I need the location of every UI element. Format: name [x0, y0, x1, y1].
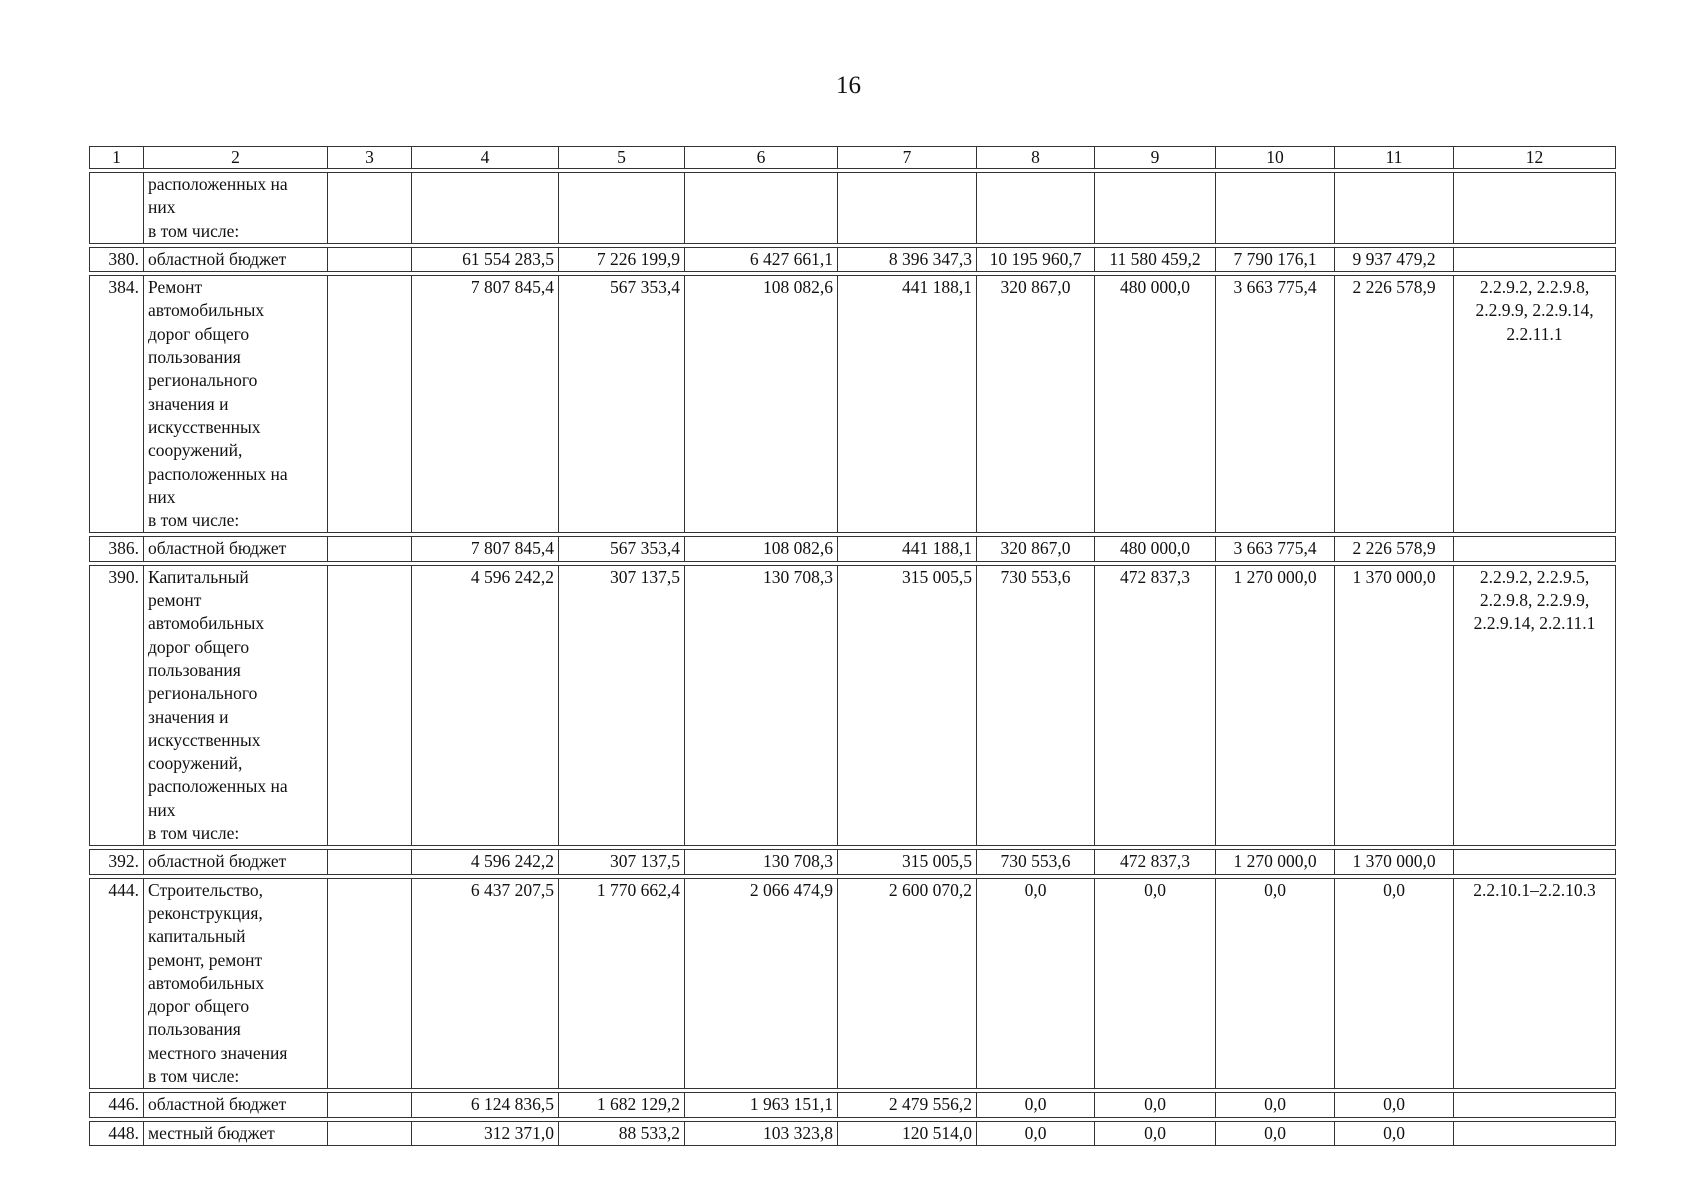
value-cell: 312 371,0 — [412, 1121, 559, 1146]
value-cell — [977, 172, 1095, 244]
reference-cell — [1454, 536, 1616, 561]
column-number-12: 12 — [1454, 146, 1616, 169]
value-cell: 0,0 — [1216, 878, 1335, 1090]
value-cell: 2 226 578,9 — [1335, 536, 1454, 561]
value-cell: 11 580 459,2 — [1095, 247, 1216, 272]
row-name: местный бюджет — [144, 1121, 328, 1146]
value-cell: 1 270 000,0 — [1216, 565, 1335, 847]
value-cell: 307 137,5 — [559, 849, 685, 874]
column-number-8: 8 — [977, 146, 1095, 169]
cell-col3 — [328, 849, 412, 874]
value-cell: 6 437 207,5 — [412, 878, 559, 1090]
value-cell — [1335, 172, 1454, 244]
value-cell: 0,0 — [1095, 1092, 1216, 1117]
value-cell: 8 396 347,3 — [838, 247, 977, 272]
column-number-1: 1 — [89, 146, 144, 169]
value-cell: 1 370 000,0 — [1335, 565, 1454, 847]
value-cell: 120 514,0 — [838, 1121, 977, 1146]
cell-col3 — [328, 1121, 412, 1146]
value-cell: 2 600 070,2 — [838, 878, 977, 1090]
value-cell: 3 663 775,4 — [1216, 536, 1335, 561]
value-cell: 9 937 479,2 — [1335, 247, 1454, 272]
value-cell: 315 005,5 — [838, 849, 977, 874]
column-number-6: 6 — [685, 146, 838, 169]
value-cell — [838, 172, 977, 244]
value-cell: 472 837,3 — [1095, 849, 1216, 874]
cell-col3 — [328, 878, 412, 1090]
value-cell: 0,0 — [1095, 878, 1216, 1090]
value-cell: 2 479 556,2 — [838, 1092, 977, 1117]
value-cell: 480 000,0 — [1095, 536, 1216, 561]
value-cell — [685, 172, 838, 244]
value-cell: 0,0 — [977, 1121, 1095, 1146]
value-cell: 130 708,3 — [685, 849, 838, 874]
row-number: 446. — [89, 1092, 144, 1117]
value-cell: 0,0 — [1335, 1121, 1454, 1146]
value-cell: 108 082,6 — [685, 275, 838, 533]
value-cell: 320 867,0 — [977, 536, 1095, 561]
cell-col3 — [328, 247, 412, 272]
table-row — [89, 565, 1616, 847]
value-cell: 108 082,6 — [685, 536, 838, 561]
cell-col3 — [328, 536, 412, 561]
row-number: 384. — [89, 275, 144, 533]
table-body — [89, 146, 1616, 1146]
column-number-10: 10 — [1216, 146, 1335, 169]
value-cell: 4 596 242,2 — [412, 849, 559, 874]
value-cell: 88 533,2 — [559, 1121, 685, 1146]
value-cell: 0,0 — [977, 878, 1095, 1090]
value-cell: 1 370 000,0 — [1335, 849, 1454, 874]
value-cell: 1 770 662,4 — [559, 878, 685, 1090]
reference-cell: 2.2.9.2, 2.2.9.8, 2.2.9.9, 2.2.9.14, 2.2.11.1 — [1454, 275, 1616, 533]
column-number-9: 9 — [1095, 146, 1216, 169]
reference-cell — [1454, 172, 1616, 244]
table-row — [89, 1121, 1616, 1146]
table-row — [89, 172, 1616, 244]
table-row — [89, 878, 1616, 1090]
value-cell — [1216, 172, 1335, 244]
row-name: областной бюджет — [144, 247, 328, 272]
reference-cell: 2.2.10.1–2.2.10.3 — [1454, 878, 1616, 1090]
value-cell: 6 124 836,5 — [412, 1092, 559, 1117]
value-cell: 2 226 578,9 — [1335, 275, 1454, 533]
value-cell: 3 663 775,4 — [1216, 275, 1335, 533]
value-cell: 0,0 — [1216, 1121, 1335, 1146]
value-cell: 1 963 151,1 — [685, 1092, 838, 1117]
reference-cell — [1454, 1092, 1616, 1117]
value-cell — [412, 172, 559, 244]
value-cell: 441 188,1 — [838, 536, 977, 561]
value-cell: 2 066 474,9 — [685, 878, 838, 1090]
row-number: 444. — [89, 878, 144, 1090]
column-number-row — [89, 146, 1616, 169]
value-cell: 7 807 845,4 — [412, 536, 559, 561]
value-cell: 0,0 — [1216, 1092, 1335, 1117]
value-cell: 730 553,6 — [977, 565, 1095, 847]
table-row — [89, 247, 1616, 272]
column-number-7: 7 — [838, 146, 977, 169]
value-cell: 61 554 283,5 — [412, 247, 559, 272]
row-name: областной бюджет — [144, 1092, 328, 1117]
column-number-3: 3 — [328, 146, 412, 169]
table-row — [89, 1092, 1616, 1117]
cell-col3 — [328, 1092, 412, 1117]
row-number: 380. — [89, 247, 144, 272]
row-number — [89, 172, 144, 244]
value-cell: 7 790 176,1 — [1216, 247, 1335, 272]
value-cell: 0,0 — [1335, 1092, 1454, 1117]
row-name: расположенных на них в том числе: — [144, 172, 328, 244]
row-name: областной бюджет — [144, 849, 328, 874]
value-cell: 6 427 661,1 — [685, 247, 838, 272]
cell-col3 — [328, 172, 412, 244]
value-cell: 7 226 199,9 — [559, 247, 685, 272]
value-cell: 1 682 129,2 — [559, 1092, 685, 1117]
value-cell: 7 807 845,4 — [412, 275, 559, 533]
row-number: 386. — [89, 536, 144, 561]
value-cell: 0,0 — [1335, 878, 1454, 1090]
cell-col3 — [328, 565, 412, 847]
value-cell: 480 000,0 — [1095, 275, 1216, 533]
value-cell: 10 195 960,7 — [977, 247, 1095, 272]
reference-cell — [1454, 849, 1616, 874]
value-cell: 320 867,0 — [977, 275, 1095, 533]
value-cell: 315 005,5 — [838, 565, 977, 847]
value-cell: 4 596 242,2 — [412, 565, 559, 847]
row-name: областной бюджет — [144, 536, 328, 561]
budget-table — [89, 143, 1616, 1149]
column-number-2: 2 — [144, 146, 328, 169]
value-cell: 567 353,4 — [559, 536, 685, 561]
column-number-5: 5 — [559, 146, 685, 169]
reference-cell: 2.2.9.2, 2.2.9.5, 2.2.9.8, 2.2.9.9, 2.2.9.14, 2.2.11.1 — [1454, 565, 1616, 847]
value-cell: 307 137,5 — [559, 565, 685, 847]
value-cell — [1095, 172, 1216, 244]
value-cell — [559, 172, 685, 244]
row-number: 390. — [89, 565, 144, 847]
row-number: 392. — [89, 849, 144, 874]
cell-col3 — [328, 275, 412, 533]
table-row — [89, 536, 1616, 561]
value-cell: 0,0 — [977, 1092, 1095, 1117]
value-cell: 0,0 — [1095, 1121, 1216, 1146]
page-number: 16 — [836, 72, 861, 99]
value-cell: 1 270 000,0 — [1216, 849, 1335, 874]
row-name: Капитальный ремонт автомобильных дорог общего пользования регионального значения и искусственных сооружений, расположенных на них в том числе: — [144, 565, 328, 847]
column-number-4: 4 — [412, 146, 559, 169]
row-name: Ремонт автомобильных дорог общего пользования регионального значения и искусственных сооружений, расположенных на них в том числе: — [144, 275, 328, 533]
row-number: 448. — [89, 1121, 144, 1146]
value-cell: 472 837,3 — [1095, 565, 1216, 847]
column-number-11: 11 — [1335, 146, 1454, 169]
table-row — [89, 849, 1616, 874]
value-cell: 441 188,1 — [838, 275, 977, 533]
value-cell: 567 353,4 — [559, 275, 685, 533]
value-cell: 730 553,6 — [977, 849, 1095, 874]
reference-cell — [1454, 1121, 1616, 1146]
table-row — [89, 275, 1616, 533]
value-cell: 130 708,3 — [685, 565, 838, 847]
value-cell: 103 323,8 — [685, 1121, 838, 1146]
row-name: Строительство, реконструкция, капитальный ремонт, ремонт автомобильных дорог общего пользования местного значения в том числе: — [144, 878, 328, 1090]
reference-cell — [1454, 247, 1616, 272]
